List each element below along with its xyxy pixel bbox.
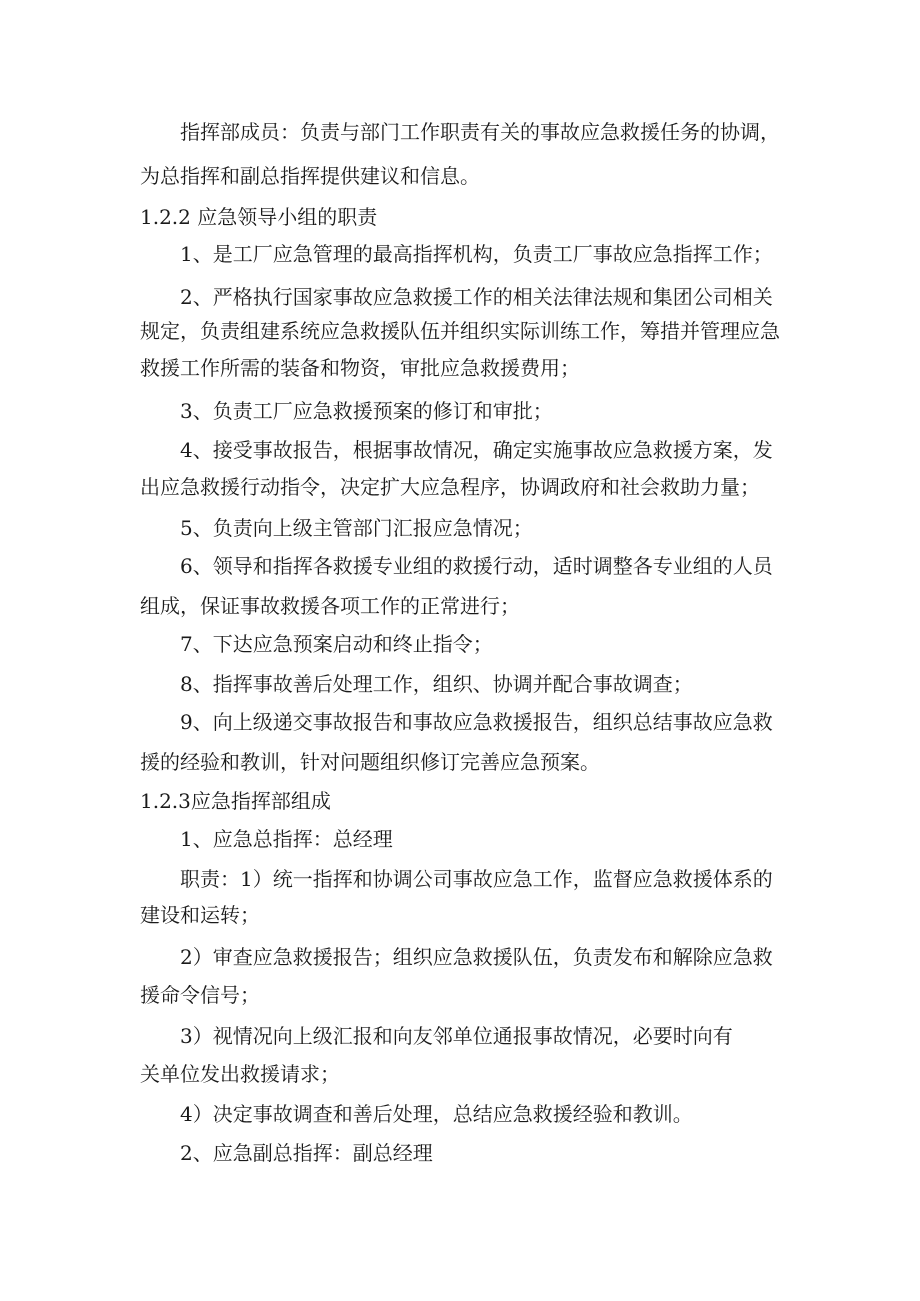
paragraph-line: 关单位发出救援请求； (140, 1062, 340, 1086)
paragraph-line: 3）视情况向上级汇报和向友邻单位通报事故情况，必要时向有 (180, 1024, 733, 1048)
section-heading: 1.2.2 应急领导小组的职责 (140, 205, 378, 229)
paragraph-line: 1、是工厂应急管理的最高指挥机构，负责工厂事故应急指挥工作； (180, 242, 773, 266)
paragraph-line: 出应急救援行动指令，决定扩大应急程序，协调政府和社会救助力量； (140, 475, 760, 499)
paragraph-line: 8、指挥事故善后处理工作，组织、协调并配合事故调查； (180, 672, 693, 696)
paragraph-line: 5、负责向上级主管部门汇报应急情况； (180, 516, 533, 540)
paragraph-line: 2、严格执行国家事故应急救援工作的相关法律法规和集团公司相关 (180, 285, 773, 309)
paragraph-line: 2）审查应急救援报告；组织应急救援队伍，负责发布和解除应急救 (180, 945, 773, 969)
paragraph-line: 2、应急副总指挥：副总经理 (180, 1141, 433, 1165)
paragraph-line: 规定，负责组建系统应急救援队伍并组织实际训练工作，筹措并管理应急 (140, 319, 780, 343)
paragraph-line: 救援工作所需的装备和物资，审批应急救援费用； (140, 356, 580, 380)
paragraph-line: 4、接受事故报告，根据事故情况，确定实施事故应急救援方案，发 (180, 438, 773, 462)
paragraph-line: 职责：1）统一指挥和协调公司事故应急工作，监督应急救援体系的 (180, 867, 773, 891)
section-heading: 1.2.3应急指挥部组成 (140, 789, 331, 813)
paragraph-line: 7、下达应急预案启动和终止指令； (180, 632, 493, 656)
paragraph-line: 组成，保证事故救援各项工作的正常进行； (140, 594, 520, 618)
paragraph-line: 6、领导和指挥各救援专业组的救援行动，适时调整各专业组的人员 (180, 554, 773, 578)
paragraph-line: 援命令信号； (140, 983, 260, 1007)
paragraph-line: 9、向上级递交事故报告和事故应急救援报告，组织总结事故应急救 (180, 710, 773, 734)
paragraph-line: 援的经验和教训，针对问题组织修订完善应急预案。 (140, 750, 600, 774)
paragraph-line: 建设和运转； (140, 903, 260, 927)
paragraph-line: 指挥部成员：负责与部门工作职责有关的事故应急救援任务的协调， (180, 120, 780, 144)
paragraph-line: 1、应急总指挥：总经理 (180, 827, 393, 851)
paragraph-line: 3、负责工厂应急救援预案的修订和审批； (180, 399, 553, 423)
paragraph-line: 4）决定事故调查和善后处理，总结应急救援经验和教训。 (180, 1102, 693, 1126)
paragraph-line: 为总指挥和副总指挥提供建议和信息。 (140, 164, 480, 188)
